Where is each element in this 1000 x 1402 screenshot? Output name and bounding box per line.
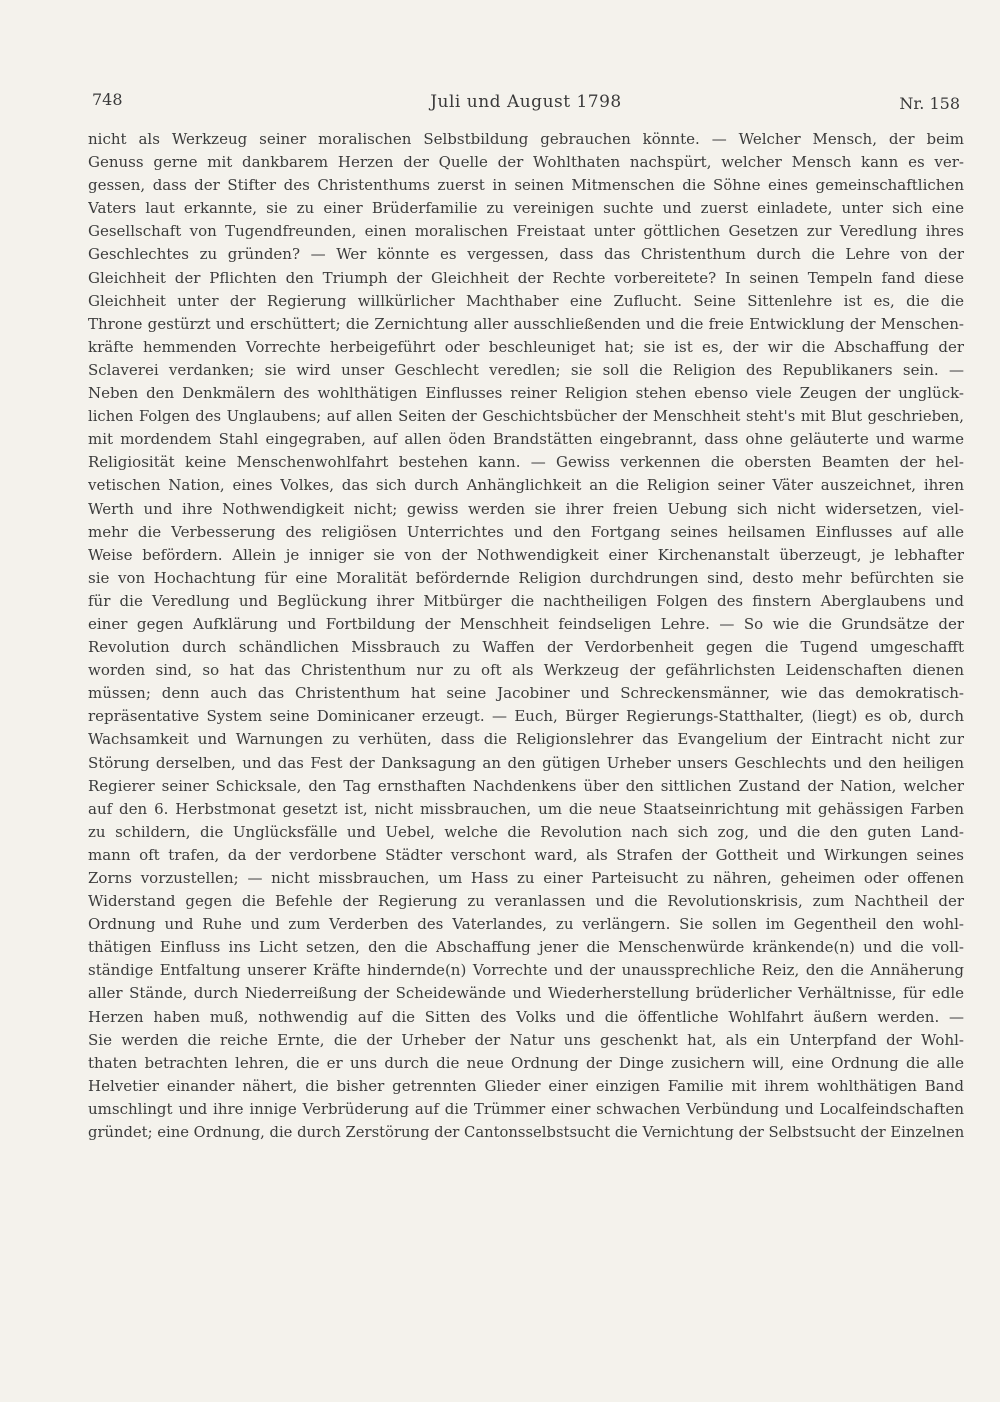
text-line: mehr die Verbesserung des religiösen Unterrichtes und den Fortgang seines heilsamen Einflusses auf alle bbox=[88, 522, 964, 541]
text-line: mann oft trafen, da der verdorbene Städter verschont ward, als Strafen der Gottheit und Wirkungen seines bbox=[88, 845, 964, 864]
issue-number: Nr. 158 bbox=[899, 94, 960, 113]
text-line: Gleichheit unter der Regierung willkürlicher Machthaber eine Zuflucht. Seine Sittenlehre ist es, die die bbox=[88, 291, 964, 310]
text-line: Wachsamkeit und Warnungen zu verhüten, dass die Religionslehrer das Evangelium der Eintracht nicht zur bbox=[88, 730, 964, 749]
text-line: Genuss gerne mit dankbarem Herzen der Quelle der Wohlthaten nachspürt, welcher Mensch kann es ver- bbox=[88, 153, 964, 172]
text-line: gessen, dass der Stifter des Christenthums zuerst in seinen Mitmenschen die Söhne eines gemeinschaftlichen bbox=[88, 176, 964, 195]
text-line: aller Stände, durch Niederreißung der Scheidewände und Wiederherstellung brüderlicher Verhältnisse, für edle bbox=[88, 984, 964, 1003]
text-line: einer gegen Aufklärung und Fortbildung der Menschheit feindseligen Lehre. — So wie die Grundsätze der bbox=[88, 614, 964, 633]
text-line: auf den 6. Herbstmonat gesetzt ist, nicht missbrauchen, um die neue Staatseinrichtung mit gehässigen Farben bbox=[88, 799, 964, 818]
text-line: nicht als Werkzeug seiner moralischen Selbstbildung gebrauchen könnte. — Welcher Mensch, der beim bbox=[88, 130, 964, 148]
text-line: Sclaverei verdanken; sie wird unser Geschlecht veredlen; sie soll die Religion des Republikaners sein. — bbox=[88, 360, 964, 379]
text-line: Herzen haben muß, nothwendig auf die Sitten des Volks und die öffentliche Wohlfahrt äußern werden. — bbox=[88, 1007, 964, 1026]
text-line: Zorns vorzustellen; — nicht missbrauchen, um Hass zu einer Parteisucht zu nähren, geheimen oder offenen bbox=[88, 869, 964, 887]
text-line: Sie werden die reiche Ernte, die der Urheber der Natur uns geschenkt hat, als ein Unterpfand der Wohl- bbox=[88, 1030, 964, 1049]
text-line: Weise befördern. Allein je inniger sie von der Nothwendigkeit einer Kirchenanstalt überzeugt, je lebhafter bbox=[88, 545, 964, 564]
page-number: 748 bbox=[92, 90, 123, 109]
text-line: Regierer seiner Schicksale, den Tag ernsthaften Nachdenkens über den sittlichen Zustand der Nation, welcher bbox=[88, 776, 964, 795]
text-line: lichen Folgen des Unglaubens; auf allen Seiten der Geschichtsbücher der Menschheit steht's mit Blut geschrieben, bbox=[88, 408, 964, 426]
text-line: Vaters laut erkannte, sie zu einer Brüderfamilie zu vereinigen suchte und zuerst einladete, unter sich eine bbox=[88, 199, 964, 218]
text-line: thätigen Einfluss ins Licht setzen, den die Abschaffung jener die Menschenwürde kränkende(n) und die voll- bbox=[88, 938, 964, 957]
text-line: Gesellschaft von Tugendfreunden, einen moralischen Freistaat unter göttlichen Gesetzen zur Veredlung ihres bbox=[88, 222, 964, 241]
text-line: Störung derselben, und das Fest der Danksagung an den gütigen Urheber unsers Geschlechts und den heiligen bbox=[88, 753, 964, 772]
running-title: Juli und August 1798 bbox=[430, 92, 622, 112]
text-line: Geschlechtes zu gründen? — Wer könnte es vergessen, dass das Christenthum durch die Lehre von der bbox=[88, 245, 964, 264]
text-line: ständige Entfaltung unserer Kräfte hindernde(n) Vorrechte und der unaussprechliche Reiz, den die Annäherung bbox=[88, 961, 964, 980]
text-line: thaten betrachten lehren, die er uns durch die neue Ordnung der Dinge zusichern will, eine Ordnung die alle bbox=[88, 1053, 964, 1072]
text-line: zu schildern, die Unglücksfälle und Uebel, welche die Revolution nach sich zog, und die den guten Land- bbox=[88, 822, 964, 841]
text-line: mit mordendem Stahl eingegraben, auf allen öden Brandstätten eingebrannt, dass ohne geläuterte und warme bbox=[88, 430, 964, 449]
text-line: kräfte hemmenden Vorrechte herbeigeführt oder beschleuniget hat; sie ist es, der wir die Abschaffung der bbox=[88, 337, 964, 356]
text-line: Neben den Denkmälern des wohlthätigen Einflusses reiner Religion stehen ebenso viele Zeugen der unglück- bbox=[88, 384, 964, 403]
text-line: umschlingt und ihre innige Verbrüderung auf die Trümmer einer schwachen Verbündung und Localfeindschaften bbox=[88, 1099, 964, 1118]
text-line: Widerstand gegen die Befehle der Regierung zu veranlassen und die Revolutionskrisis, zum Nachtheil der bbox=[88, 892, 964, 911]
text-line: Revolution durch schändlichen Missbrauch zu Waffen der Verdorbenheit gegen die Tugend umgeschafft bbox=[88, 638, 964, 657]
text-line: Throne gestürzt und erschüttert; die Zernichtung aller ausschließenden und die freie Entwicklung der Menschen- bbox=[88, 314, 964, 333]
text-line: vetischen Nation, eines Volkes, das sich durch Anhänglichkeit an die Religion seiner Väter auszeichnet, ihren bbox=[88, 476, 964, 495]
text-line: sie von Hochachtung für eine Moralität befördernde Religion durchdrungen sind, desto mehr befürchten sie bbox=[88, 568, 964, 587]
text-line: repräsentative System seine Dominicaner erzeugt. — Euch, Bürger Regierungs-Statthalter, (liegt) es ob, durch bbox=[88, 707, 964, 726]
text-line: Gleichheit der Pflichten den Triumph der Gleichheit der Rechte vorbereitete? In seinen Tempeln fand diese bbox=[88, 268, 964, 287]
text-line: Werth und ihre Nothwendigkeit nicht; gewiss werden sie ihrer freien Uebung sich nicht widersetzen, viel- bbox=[88, 499, 964, 518]
text-line: Helvetier einander nähert, die bisher getrennten Glieder einer einzigen Familie mit ihrem wohlthätigen Band bbox=[88, 1076, 964, 1095]
text-line: worden sind, so hat das Christenthum nur zu oft als Werkzeug der gefährlichsten Leidenschaften dienen bbox=[88, 661, 964, 680]
body-text bbox=[88, 128, 964, 1144]
text-line: müssen; denn auch das Christenthum hat seine Jacobiner und Schreckensmänner, wie das demokratisch- bbox=[88, 684, 964, 703]
text-line: Religiosität keine Menschenwohlfahrt bestehen kann. — Gewiss verkennen die obersten Beamten der hel- bbox=[88, 453, 964, 472]
text-line: Ordnung und Ruhe und zum Verderben des Vaterlandes, zu verlängern. Sie sollen im Gegentheil den wohl- bbox=[88, 915, 964, 934]
page-header bbox=[92, 90, 960, 116]
text-line: für die Veredlung und Beglückung ihrer Mitbürger die nachtheiligen Folgen des finstern Aberglaubens und bbox=[88, 591, 964, 610]
text-line: gründet; eine Ordnung, die durch Zerstörung der Cantonsselbstsucht die Vernichtung der Selbstsucht der Einzelnen bbox=[88, 1124, 964, 1142]
